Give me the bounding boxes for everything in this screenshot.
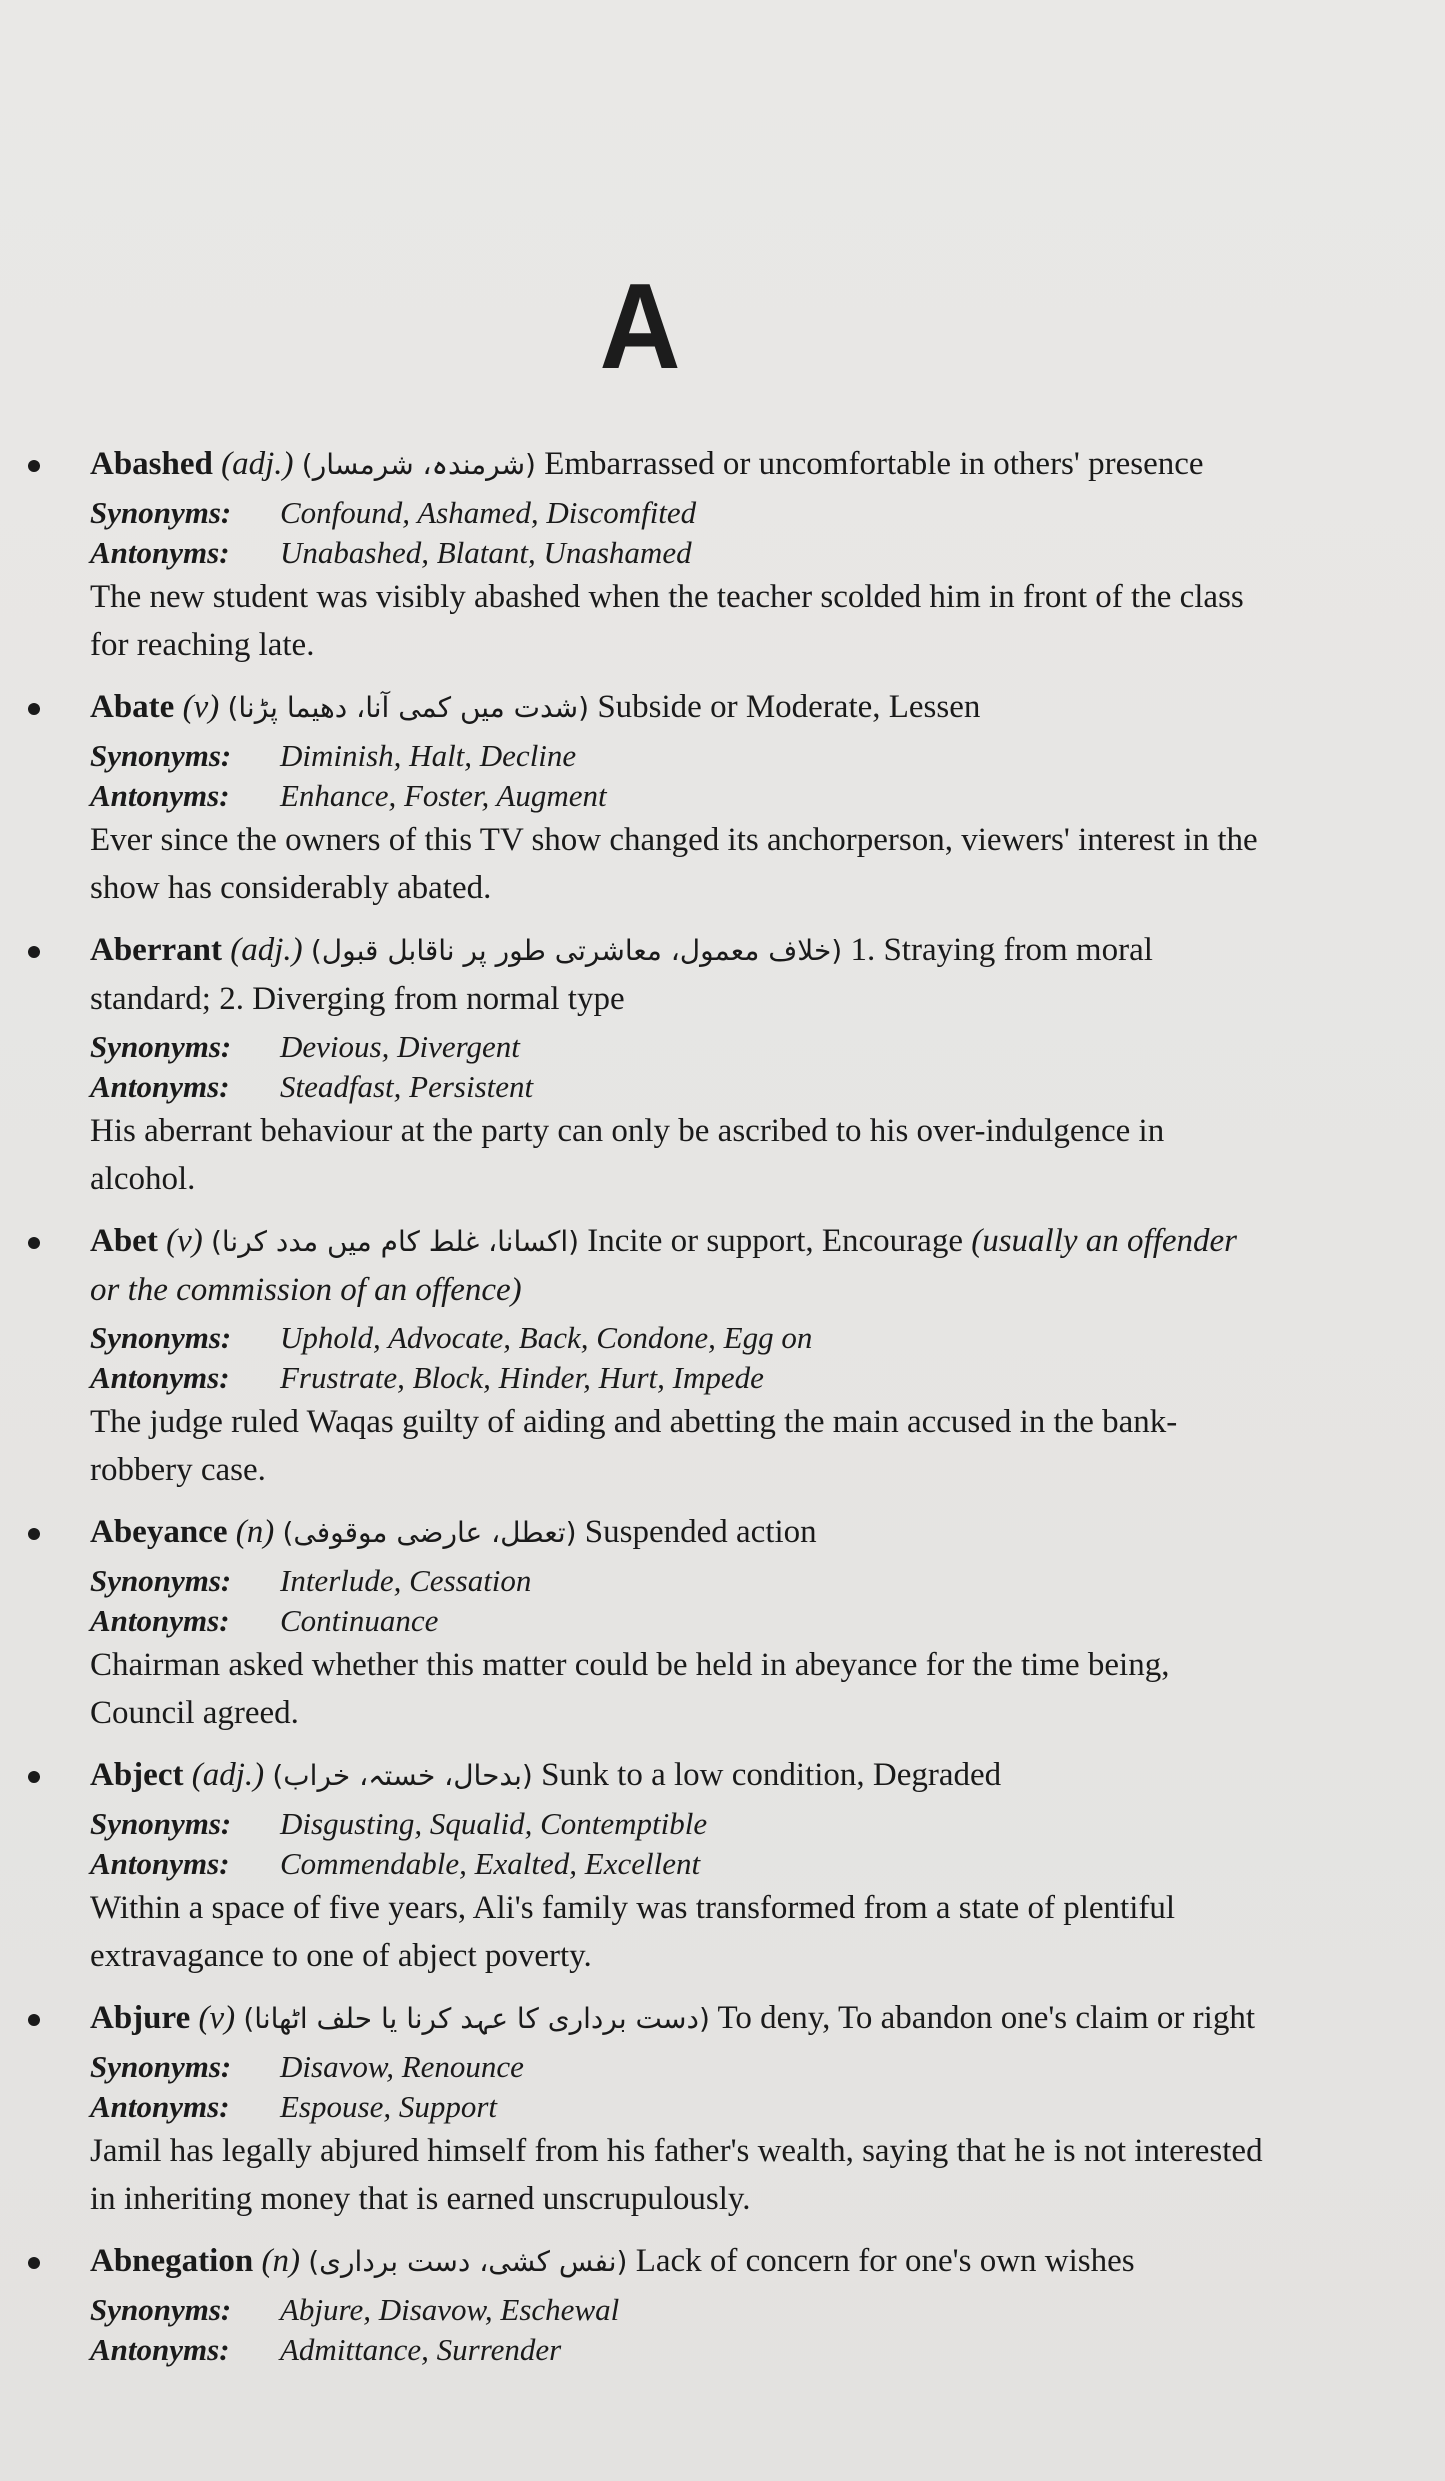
headword: Abject <box>90 1757 184 1793</box>
headword: Abate <box>90 689 175 725</box>
entry-head <box>90 1217 1270 1314</box>
antonyms-label: Antonyms: <box>90 1846 230 1881</box>
part-of-speech: (adj.) <box>230 932 303 968</box>
synonyms-line <box>90 736 1270 776</box>
synonyms-label: Synonyms: <box>90 495 232 530</box>
synonyms-label: Synonyms: <box>90 2292 232 2327</box>
urdu-translation: (شدت میں کمی آنا، دھیما پڑنا) <box>227 691 590 724</box>
entry-head <box>90 1508 1270 1557</box>
antonyms: Commendable, Exalted, Excellent <box>280 1846 701 1881</box>
bullet-icon <box>28 1528 40 1540</box>
example-sentence: Jamil has legally abjured himself from his father's wealth, saying that he is not interested in inheriting money that is earned unscrupulously. <box>90 2133 1263 2217</box>
entry-head <box>90 1751 1270 1800</box>
part-of-speech: (n) <box>261 2243 300 2279</box>
urdu-translation: (تعطل، عارضی موقوفی) <box>282 1516 577 1549</box>
antonyms: Enhance, Foster, Augment <box>280 778 607 813</box>
antonyms-line <box>90 1601 1270 1641</box>
antonyms-label: Antonyms: <box>90 2089 230 2124</box>
headword: Abjure <box>90 2000 191 2036</box>
example-sentence: The judge ruled Waqas guilty of aiding and abetting the main accused in the bank-robbery case. <box>90 1404 1178 1488</box>
antonyms-line <box>90 2330 1270 2370</box>
entry-list <box>90 440 1270 2370</box>
synonyms-label: Synonyms: <box>90 1806 232 1841</box>
bullet-icon <box>28 2014 40 2026</box>
urdu-translation: (خلاف معمول، معاشرتی طور پر ناقابل قبول) <box>310 934 843 967</box>
antonyms-label: Antonyms: <box>90 1360 230 1395</box>
synonyms-label: Synonyms: <box>90 1029 232 1064</box>
bullet-icon <box>28 460 40 472</box>
entry-aberrant <box>90 926 1270 1203</box>
example-sentence: Chairman asked whether this matter could be held in abeyance for the time being, Council agreed. <box>90 1647 1170 1731</box>
synonyms-line <box>90 493 1270 533</box>
antonyms-line <box>90 1844 1270 1884</box>
entry-abject <box>90 1751 1270 1980</box>
synonyms: Devious, Divergent <box>280 1029 520 1064</box>
bullet-icon <box>28 703 40 715</box>
synonyms: Abjure, Disavow, Eschewal <box>280 2292 620 2327</box>
section-letter: A <box>599 258 681 394</box>
urdu-translation: (شرمندہ، شرمسار) <box>301 448 536 481</box>
antonyms-label: Antonyms: <box>90 778 230 813</box>
urdu-translation: (اکسانا، غلط کام میں مدد کرنا) <box>210 1225 580 1258</box>
synonyms: Interlude, Cessation <box>280 1563 532 1598</box>
synonyms: Disavow, Renounce <box>280 2049 524 2084</box>
synonyms: Diminish, Halt, Decline <box>280 738 577 773</box>
entry-head <box>90 440 1270 489</box>
headword: Aberrant <box>90 932 222 968</box>
antonyms-label: Antonyms: <box>90 2332 230 2367</box>
antonyms: Steadfast, Persistent <box>280 1069 534 1104</box>
antonyms-line <box>90 2087 1270 2127</box>
part-of-speech: (v) <box>166 1223 203 1259</box>
antonyms-line <box>90 533 1270 573</box>
antonyms-label: Antonyms: <box>90 1603 230 1638</box>
headword: Abnegation <box>90 2243 254 2279</box>
headword: Abet <box>90 1223 158 1259</box>
meaning: Sunk to a low condition, Degraded <box>541 1757 1002 1793</box>
synonyms: Uphold, Advocate, Back, Condone, Egg on <box>280 1320 813 1355</box>
entry-head <box>90 926 1270 1023</box>
bullet-icon <box>28 1237 40 1249</box>
synonyms: Confound, Ashamed, Discomfited <box>280 495 697 530</box>
antonyms-line <box>90 1358 1270 1398</box>
entry-abet <box>90 1217 1270 1494</box>
meaning: To deny, To abandon one's claim or right <box>717 2000 1255 2036</box>
meaning: 1. Straying from moral standard; 2. Diverging from normal type <box>90 932 1153 1017</box>
antonyms: Continuance <box>280 1603 439 1638</box>
urdu-translation: (بدحال، خستہ، خراب) <box>272 1759 533 1792</box>
antonyms-label: Antonyms: <box>90 535 230 570</box>
synonyms-line <box>90 1561 1270 1601</box>
bullet-icon <box>28 946 40 958</box>
synonyms-line <box>90 2290 1270 2330</box>
example-sentence: His aberrant behaviour at the party can only be ascribed to his over-indulgence in alcohol. <box>90 1113 1165 1197</box>
entry-head <box>90 1994 1270 2043</box>
meaning: Incite or support, Encourage <box>587 1223 963 1259</box>
entry-head <box>90 683 1270 732</box>
antonyms: Espouse, Support <box>280 2089 497 2124</box>
part-of-speech: (adj.) <box>221 446 294 482</box>
bullet-icon <box>28 1771 40 1783</box>
headword: Abeyance <box>90 1514 228 1550</box>
antonyms-label: Antonyms: <box>90 1069 230 1104</box>
entry-abeyance <box>90 1508 1270 1737</box>
meaning: Embarrassed or uncomfortable in others' presence <box>544 446 1204 482</box>
antonyms-line <box>90 1067 1270 1107</box>
bullet-icon <box>28 2257 40 2269</box>
antonyms: Admittance, Surrender <box>280 2332 562 2367</box>
synonyms: Disgusting, Squalid, Contemptible <box>280 1806 708 1841</box>
example-sentence: Ever since the owners of this TV show changed its anchorperson, viewers' interest in the show has considerably abated. <box>90 822 1258 906</box>
part-of-speech: (adj.) <box>191 1757 265 1793</box>
meaning: Lack of concern for one's own wishes <box>635 2243 1135 2279</box>
antonyms: Unabashed, Blatant, Unashamed <box>280 535 692 570</box>
entry-abjure <box>90 1994 1270 2223</box>
synonyms-label: Synonyms: <box>90 1320 232 1355</box>
antonyms-line <box>90 776 1270 816</box>
synonyms-label: Synonyms: <box>90 1563 232 1598</box>
part-of-speech: (v) <box>182 689 220 725</box>
urdu-translation: (نفس کشی، دست برداری) <box>308 2245 628 2278</box>
example-sentence: The new student was visibly abashed when the teacher scolded him in front of the class for reaching late. <box>90 579 1244 663</box>
entry-abashed <box>90 440 1270 669</box>
part-of-speech: (v) <box>198 2000 236 2036</box>
urdu-translation: (دست برداری کا عہد کرنا یا حلف اٹھانا) <box>243 2002 710 2035</box>
synonyms-line <box>90 1318 1270 1358</box>
usage-note: (usually an offender or the commission of an offence) <box>90 1223 1238 1308</box>
meaning: Subside or Moderate, Lessen <box>597 689 981 725</box>
entry-head <box>90 2237 1270 2286</box>
synonyms-line <box>90 1804 1270 1844</box>
part-of-speech: (n) <box>235 1514 275 1550</box>
antonyms: Frustrate, Block, Hinder, Hurt, Impede <box>280 1360 764 1395</box>
meaning: Suspended action <box>584 1514 817 1550</box>
synonyms-label: Synonyms: <box>90 2049 232 2084</box>
synonyms-line <box>90 2047 1270 2087</box>
synonyms-label: Synonyms: <box>90 738 232 773</box>
synonyms-line <box>90 1027 1270 1067</box>
entry-abate <box>90 683 1270 912</box>
headword: Abashed <box>90 446 213 482</box>
example-sentence: Within a space of five years, Ali's family was transformed from a state of plentiful extravagance to one of abject poverty. <box>90 1890 1176 1974</box>
entry-abnegation <box>90 2237 1270 2370</box>
